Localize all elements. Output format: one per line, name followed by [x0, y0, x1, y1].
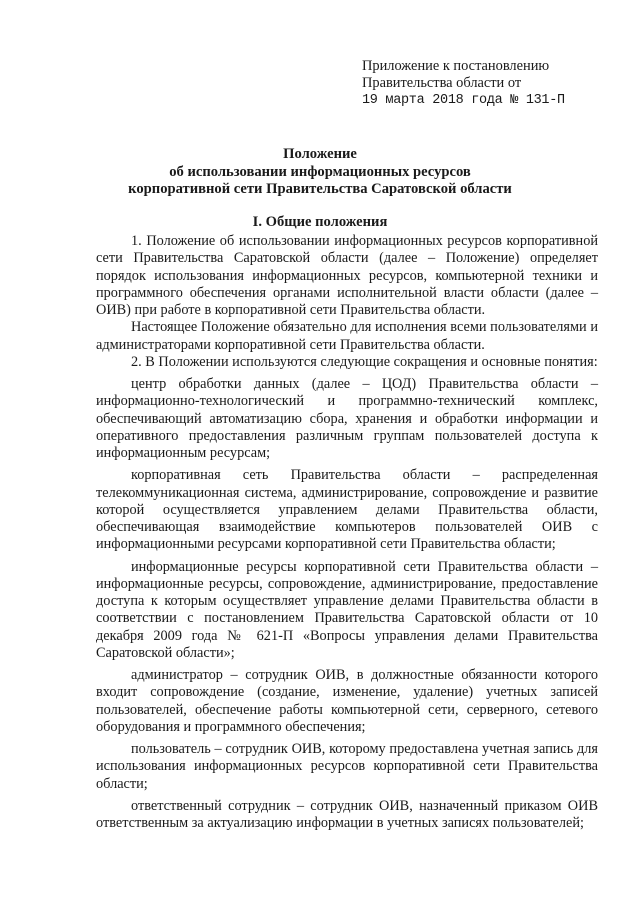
definition-cod: центр обработки данных (далее – ЦОД) Правительства области – информационно-технологический и программно-технический комплекс, обеспечивающий автоматизацию сбора, хранения и обработки информации и оперативного предоставления различным группам пользователей доступа к информационным ресурсам;	[96, 376, 598, 461]
section-body	[96, 233, 598, 832]
definition-user: пользователь – сотрудник ОИВ, которому предоставлена учетная запись для использования информационных ресурсов корпоративной сети Правительства области;	[96, 741, 598, 792]
definition-information-resources: информационные ресурсы корпоративной сети Правительства области – информационные ресурсы, сопровождение, администрирование, предоставление доступа к которым осуществляет управление делами Правительства области в соответствии с постановлением Правительства Саратовской области от 10 декабря 2009 года № 621-П «Вопросы управления делами Правительства Саратовской области»;	[96, 558, 598, 661]
appendix-line-1: Приложение к постановлению	[362, 58, 550, 74]
definition-responsible-employee: ответственный сотрудник – сотрудник ОИВ, назначенный приказом ОИВ ответственным за актуализацию информации в учетных записях пользователей;	[96, 797, 598, 831]
definition-corporate-network: корпоративная сеть Правительства области – распределенная телекоммуникационная система, администрирование, сопровождение и развитие которой осуществляется управлением делами Правительства области, обеспечивающая взаимодействие компьютеров пользователей ОИВ с информационными ресурсами корпоративной сети Правительства области;	[96, 467, 598, 553]
title-line-2: об использовании информационных ресурсов	[169, 163, 471, 180]
title-line-1: Положение	[283, 146, 357, 162]
appendix-note	[362, 58, 632, 109]
paragraph-2: Настоящее Положение обязательно для исполнения всеми пользователями и администраторами корпоративной сети Правительства области.	[96, 319, 598, 353]
appendix-line-2: Правительства области от	[362, 75, 522, 91]
paragraph-1: 1. Положение об использовании информационных ресурсов корпоративной сети Правительства Саратовской области (далее – Положение) определяет порядок использования информационных ресурсов, компьютерной техники и программного обеспечения органами исполнительной власти области (далее – ОИВ) при работе в корпоративной сети Правительства области.	[96, 233, 598, 318]
title-line-3: корпоративной сети Правительства Саратовской области	[128, 181, 512, 197]
paragraph-3: 2. В Положении используются следующие сокращения и основные понятия:	[131, 353, 598, 370]
definition-administrator: администратор – сотрудник ОИВ, в должностные обязанности которого входит сопровождение (создание, изменение, удаление) учетных записей пользователей, обеспечение работы компьютерной сети, серверного, сетевого оборудования и программного обеспечения;	[96, 667, 598, 735]
document-title	[0, 146, 640, 199]
section-heading: I. Общие положения	[252, 214, 388, 230]
appendix-date-line: 19 марта 2018 года № 131-П	[362, 93, 565, 108]
